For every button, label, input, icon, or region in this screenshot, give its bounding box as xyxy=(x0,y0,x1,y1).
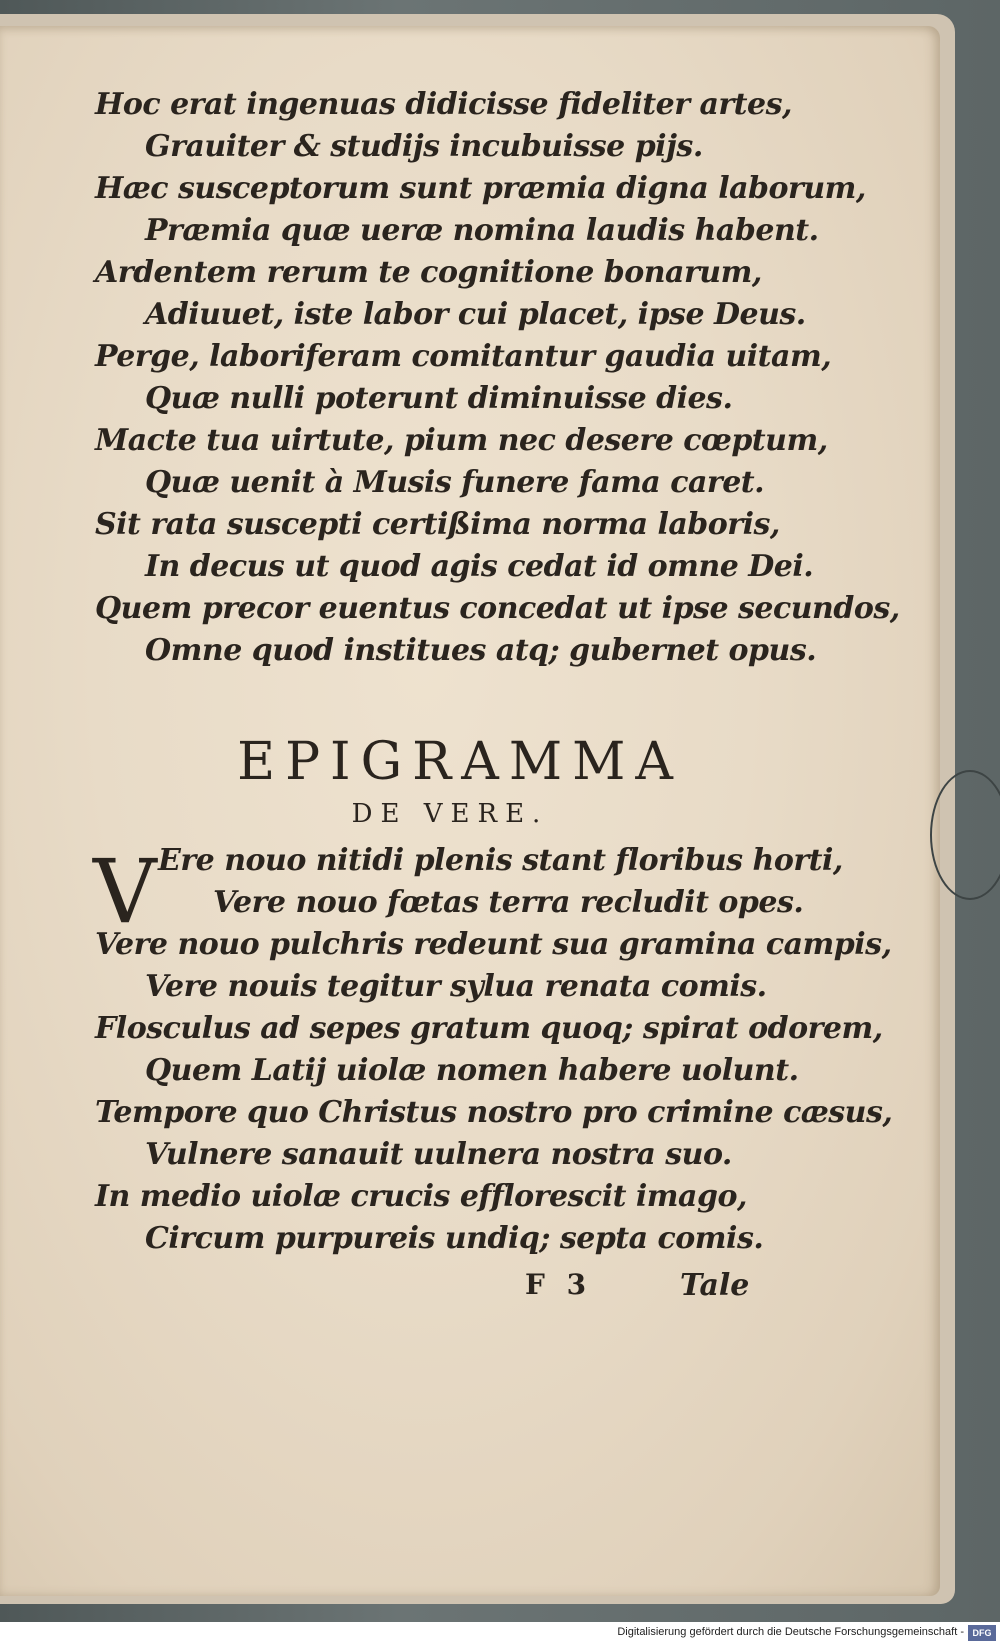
verse-line: Vere nouo fœtas terra recludit opes. xyxy=(213,885,804,920)
verse-line: Perge, laboriferam comitantur gaudia uitam, xyxy=(95,339,832,374)
verse-line: Præmia quæ ueræ nomina laudis habent. xyxy=(145,213,819,248)
verse-line: Sit rata suscepti certißima norma laboris, xyxy=(95,507,780,542)
verse-line: In decus ut quod agis cedat id omne Dei. xyxy=(145,549,814,584)
verse-line: Circum purpureis undiq; septa comis. xyxy=(145,1221,764,1256)
verse-line: Hoc erat ingenuas didicisse fideliter artes, xyxy=(95,87,792,122)
dfg-logo-icon: DFG xyxy=(968,1625,996,1641)
verse-line: Ere nouo nitidi plenis stant floribus horti, xyxy=(158,843,843,878)
verse-line: Ardentem rerum te cognitione bonarum, xyxy=(95,255,762,290)
verse-line: Flosculus ad sepes gratum quoq; spirat odorem, xyxy=(95,1011,883,1046)
verse-line: Quæ uenit à Musis funere fama caret. xyxy=(145,465,765,500)
epigram-heading xyxy=(0,732,900,834)
verse-line: Vere nouo pulchris redeunt sua gramina campis, xyxy=(95,927,892,962)
verse-line: Macte tua uirtute, pium nec desere cœptum, xyxy=(95,423,828,458)
verse-line: Vere nouis tegitur sylua renata comis. xyxy=(145,969,767,1004)
drop-capital: V xyxy=(93,840,157,943)
footer-bar xyxy=(0,1622,1000,1647)
heading-title: EPIGRAMMA xyxy=(237,732,683,792)
catchword: Tale xyxy=(680,1268,750,1303)
verse-line: Hæc susceptorum sunt præmia digna laborum, xyxy=(95,171,866,206)
verse-line: Quem precor euentus concedat ut ipse secundos, xyxy=(95,591,900,626)
verse-line: Quæ nulli poterunt diminuisse dies. xyxy=(145,381,733,416)
verse-line: Vulnere sanauit uulnera nostra suo. xyxy=(145,1137,732,1172)
heading-subtitle: DE VERE. xyxy=(351,799,549,829)
verse-line: Tempore quo Christus nostro pro crimine cæsus, xyxy=(95,1095,893,1130)
signature-mark: F 3 xyxy=(525,1268,593,1301)
footer-credit-text: Digitalisierung gefördert durch die Deutsche Forschungsgemeinschaft - xyxy=(617,1626,964,1638)
poem-first xyxy=(0,84,1000,672)
poem-epigram xyxy=(0,840,1000,1260)
verse-line: Omne quod institues atq; gubernet opus. xyxy=(145,633,817,668)
verse-line: Quem Latij uiolæ nomen habere uolunt. xyxy=(145,1053,799,1088)
verse-line: Adiuuet, iste labor cui placet, ipse Deus. xyxy=(145,297,806,332)
verse-line: Grauiter & studijs incubuisse pijs. xyxy=(145,129,703,164)
verse-line: In medio uiolæ crucis efflorescit imago, xyxy=(95,1179,747,1214)
